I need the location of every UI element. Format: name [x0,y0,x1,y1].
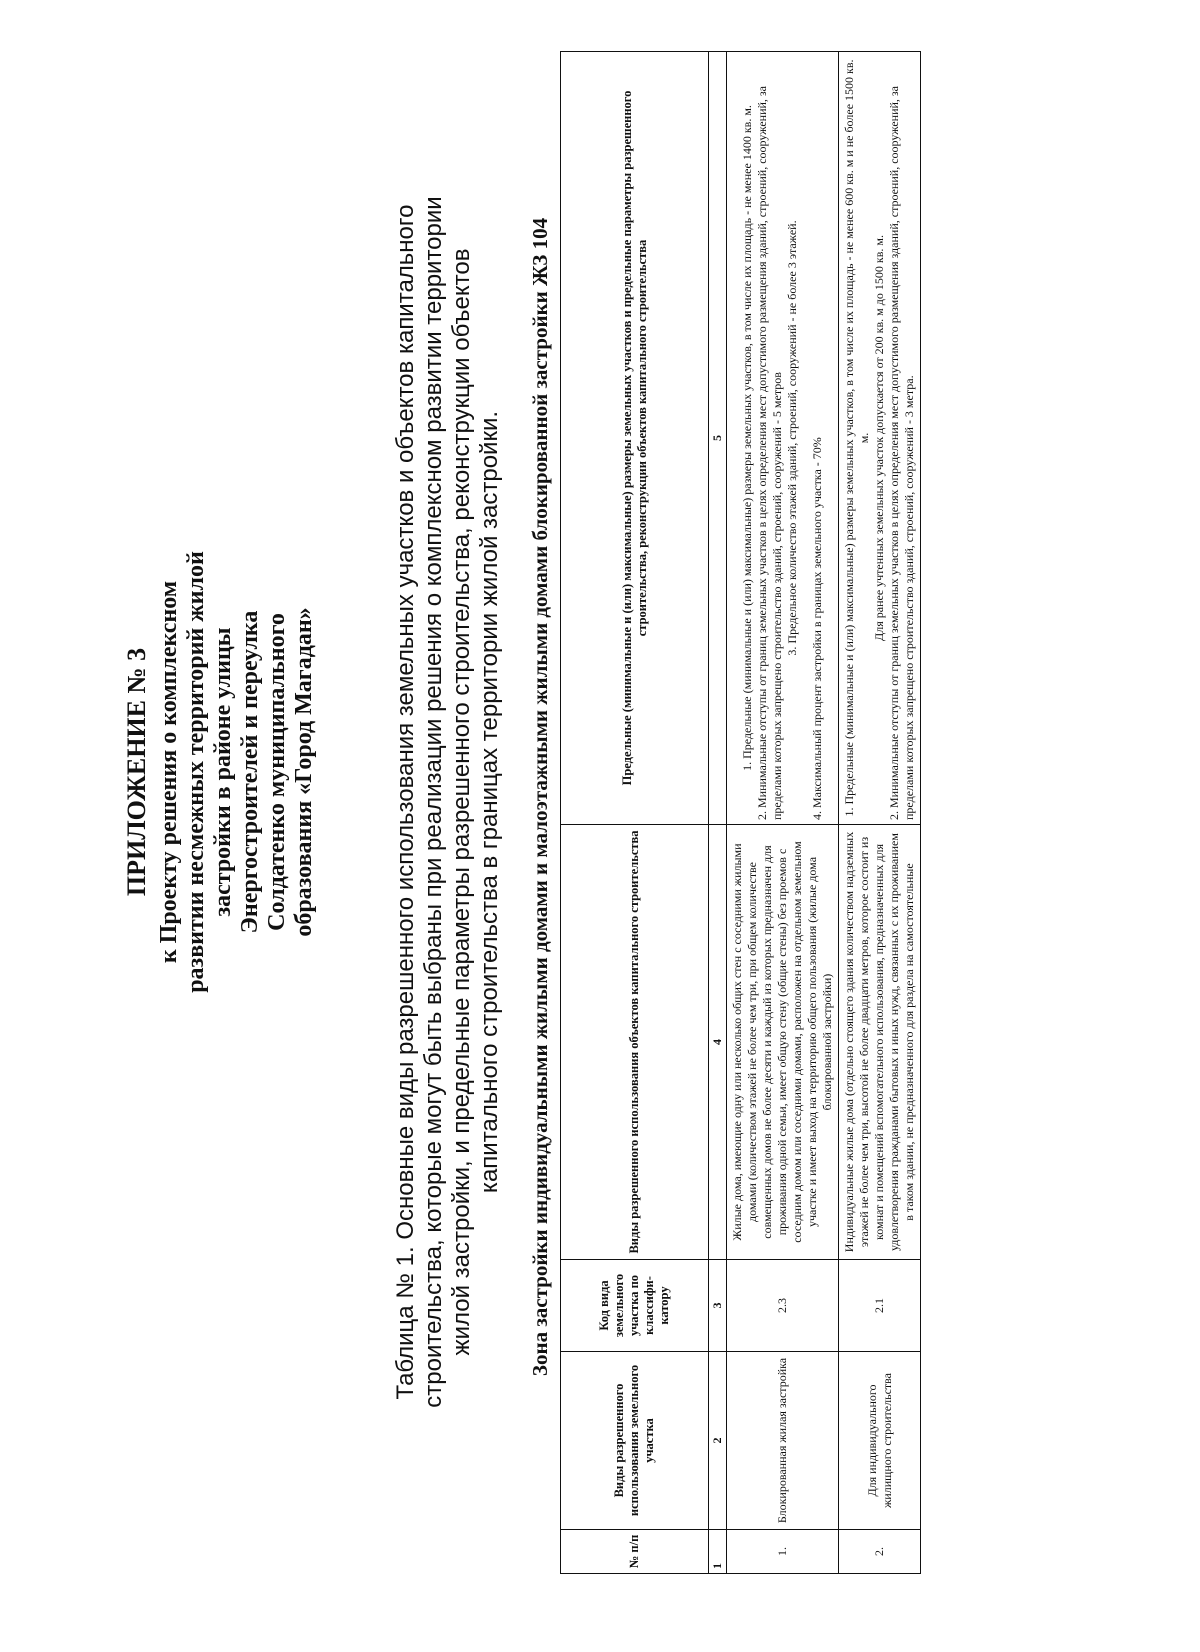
column-header-object-use: Виды разрешенного использования объектов капитального строительства [561,825,709,1260]
row-code: 2.3 [727,1260,839,1352]
parameter-item: 2. Минимальные отступы от границ земельных участков в целях определения мест допустимого размещения зданий, строений, сооружений, за пределами которых запрещено строительство зданий, строений, сооружений - 5 метров [755,86,784,820]
row-land-use: Для индивидуального жилищного строительства [839,1352,921,1530]
column-header-parameters: Предельные (минимальные и (или) максимальные) размеры земельных участков и предельные параметры разрешенного строительства, реконструкции объектов капитального строительства [561,52,709,825]
row-number: 2. [839,1530,921,1574]
parameter-item: 1. Предельные (минимальные и (или) максимальные) размеры земельных участков, в том числе их площадь - не менее 600 кв. м и не более 1500 кв. м. [842,59,871,817]
parameter-item: 1. Предельные (минимальные и (или) максимальные) размеры земельных участков, в том числе их площадь - не менее 1400 кв. м. [740,105,754,771]
row-number: 1. [727,1530,839,1574]
column-number: 2 [709,1352,727,1530]
row-parameters [727,52,839,825]
parameter-item: Для ранее учтенных земельных участок допускается от 200 кв. м до 1500 кв. м. [872,235,886,641]
row-object-use: Жилые дома, имеющие одну или несколько общих стен с соседними жилыми домами (количеством этажей не более чем три, при общем количестве совмещенных домов не более десяти и каждый из которых предназначен для проживания одной семьи, имеет общую стену (общие стены) без проемов с соседним домом или соседними домами, расположен на отдельном земельном участке и имеет выход на территорию общего пользования (жилые дома блокированной застройки) [727,825,839,1260]
table-caption: Таблица № 1. Основные виды разрешенного использования земельных участков и объектов капитального строительства, которые могут быть выбраны при реализации решения о комплексном развитии территории жилой застройки, и предельные параметры разрешенного строительства, реконструкции объектов капитального строительства в границах территории жилой застройки. [392,196,503,1408]
table-row [839,52,921,1574]
column-header-code: Код вида земельного участка по классифи-катору [561,1260,709,1352]
parameter-item: 4. Максимальный процент застройки в границах земельного участка - 70% [810,437,824,820]
column-number: 3 [709,1260,727,1352]
column-number: 5 [709,52,727,825]
column-number-row [709,52,727,1574]
column-header-land-use: Виды разрешенного использования земельного участка [561,1352,709,1530]
column-number: 4 [709,825,727,1260]
table-row [727,52,839,1574]
parameter-item: 3. Предельное количество этажей зданий, строений, сооружений - не более 3 этажей. [785,220,799,656]
column-header-number: № п/п [561,1530,709,1574]
table-header-row [561,52,709,1574]
appendix-subtitle-line: развитии несмежных территорий жилой [183,551,209,993]
permitted-use-table [560,51,921,1574]
appendix-header [123,492,318,1052]
parameter-item: 2. Минимальные отступы от границ земельных участков в целях определения мест допустимого размещения зданий, строений, сооружений, за пределами которых запрещено строительство зданий, строений, сооружений - 3 метра. [887,86,916,820]
row-land-use: Блокированная жилая застройка [727,1352,839,1530]
row-parameters [839,52,921,825]
zone-title: Зона застройки индивидуальными жилыми домами и малоэтажными жилыми домами блокированной застройки ЖЗ 104 [528,217,552,1377]
appendix-subtitle-line: образования «Город Магадан» [291,607,317,937]
appendix-subtitle-line: Солдатенко муниципального [264,613,290,931]
row-code: 2.1 [839,1260,921,1352]
appendix-subtitle-line: застройки в районе улицы [210,627,236,917]
appendix-title: ПРИЛОЖЕНИЕ № 3 [122,647,151,897]
appendix-subtitle-line: к Проекту решения о комплексном [156,580,182,964]
column-number: 1 [709,1530,727,1574]
appendix-subtitle-line: Энергостроителей и переулка [237,610,263,934]
row-object-use: Индивидуальные жилые дома (отдельно стоящего здания количеством надземных этажей не более чем три, высотой не более двадцати метров, которое состоит из комнат и помещений вспомогательного использования, предназначенных для удовлетворения гражданами бытовых и иных нужд, связанных с их проживанием в таком здании, не предназначенного для раздела на самостоятельные [839,825,921,1260]
